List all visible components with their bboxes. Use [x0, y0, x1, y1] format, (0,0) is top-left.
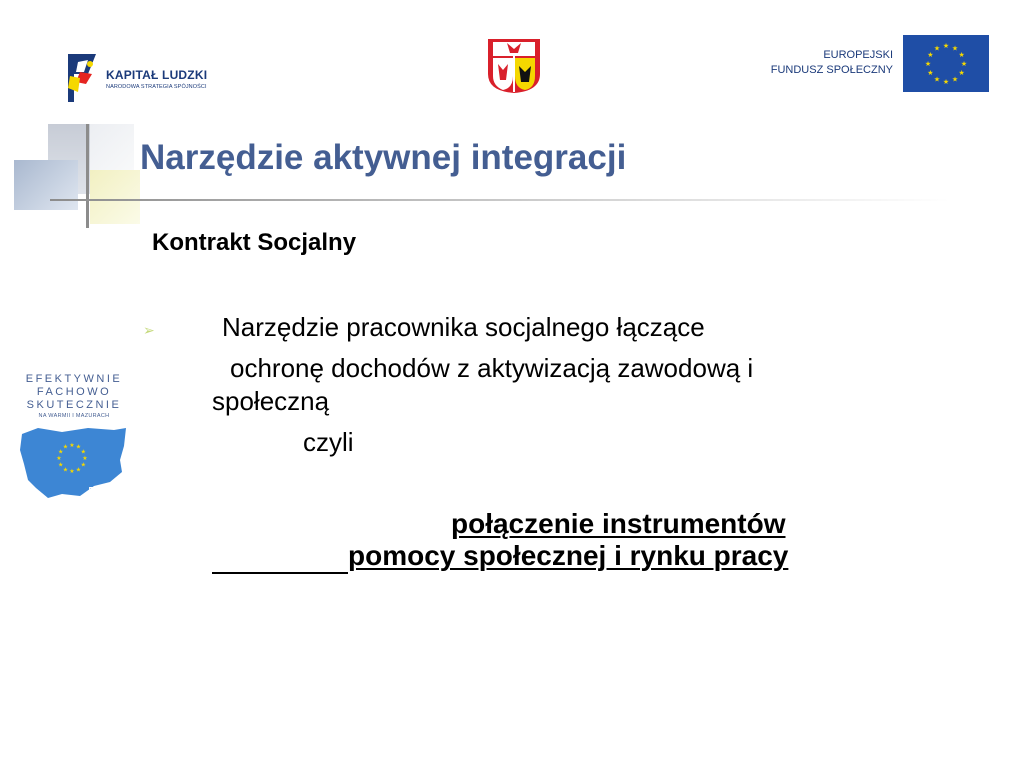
- star-icon: ★: [942, 78, 950, 86]
- underline-padding: [212, 540, 348, 574]
- star-icon: ★: [80, 448, 86, 456]
- star-icon: ★: [951, 75, 959, 84]
- star-icon: ★: [58, 461, 64, 469]
- kapital-ludzki-subtitle: NARODOWA STRATEGIA SPÓJNOŚCI: [106, 84, 207, 90]
- body-line-1: Narzędzie pracownika socjalnego łączące: [222, 312, 705, 342]
- star-icon: ★: [924, 60, 932, 68]
- star-icon: ★: [951, 44, 959, 53]
- highlight-line-2: pomocy społecznej i rynku pracy: [348, 540, 789, 571]
- kapital-ludzki-icon: [66, 48, 104, 104]
- slide-subtitle: Kontrakt Socjalny: [152, 229, 357, 256]
- eu-flag-icon: [903, 35, 989, 92]
- star-icon: ★: [75, 443, 82, 451]
- kapital-ludzki-name: KAPITAŁ LUDZKI: [106, 68, 208, 82]
- star-icon: ★: [75, 466, 82, 474]
- star-icon: ★: [69, 442, 75, 449]
- kapital-ludzki-logo: [66, 48, 226, 104]
- decor-horizontal-line: [50, 199, 950, 201]
- decor-vertical-line: [86, 124, 89, 228]
- efs-text: [750, 48, 893, 78]
- decor-square-blue: [14, 160, 78, 210]
- star-icon: ★: [927, 69, 934, 77]
- efs-line-1: EUROPEJSKI: [823, 49, 893, 61]
- star-icon: ★: [62, 466, 69, 474]
- star-icon: ★: [82, 455, 88, 462]
- star-icon: ★: [958, 69, 965, 77]
- rops-slogan-line-3: SKUTECZNIE: [26, 399, 122, 411]
- body-line-2: ochronę dochodów z aktywizacją zawodową i: [230, 353, 754, 383]
- body-line-4: czyli: [303, 427, 354, 457]
- rops-slogan-line-2: FACHOWO: [36, 386, 112, 398]
- star-icon: ★: [960, 60, 968, 68]
- star-icon: ★: [927, 51, 934, 59]
- rops-slogan-line-1: EFEKTYWNIE: [25, 373, 123, 385]
- star-icon: ★: [933, 44, 941, 53]
- star-icon: ★: [80, 461, 86, 469]
- star-icon: ★: [933, 75, 941, 84]
- decor-square-yellow: [90, 170, 140, 224]
- decor-square-lightgray: [90, 124, 134, 170]
- bullet-arrow-icon: ➢: [143, 322, 155, 338]
- star-icon: ★: [56, 455, 62, 462]
- star-icon: ★: [69, 468, 75, 475]
- body-line-3: społeczną: [212, 386, 330, 416]
- efs-line-2: FUNDUSZ SPOŁECZNY: [770, 64, 893, 76]
- star-icon: ★: [58, 448, 64, 456]
- star-icon: ★: [958, 51, 965, 59]
- highlight-line-1: połączenie instrumentów: [451, 508, 786, 539]
- rops-label: ROPS: [88, 484, 127, 499]
- coat-of-arms-icon: [485, 36, 543, 96]
- rops-region: NA WARMII I MAZURACH: [38, 413, 110, 419]
- star-icon: ★: [942, 42, 950, 50]
- slide-title: Narzędzie aktywnej integracji: [140, 138, 627, 177]
- rops-slogan: [18, 373, 130, 412]
- star-icon: ★: [62, 443, 69, 451]
